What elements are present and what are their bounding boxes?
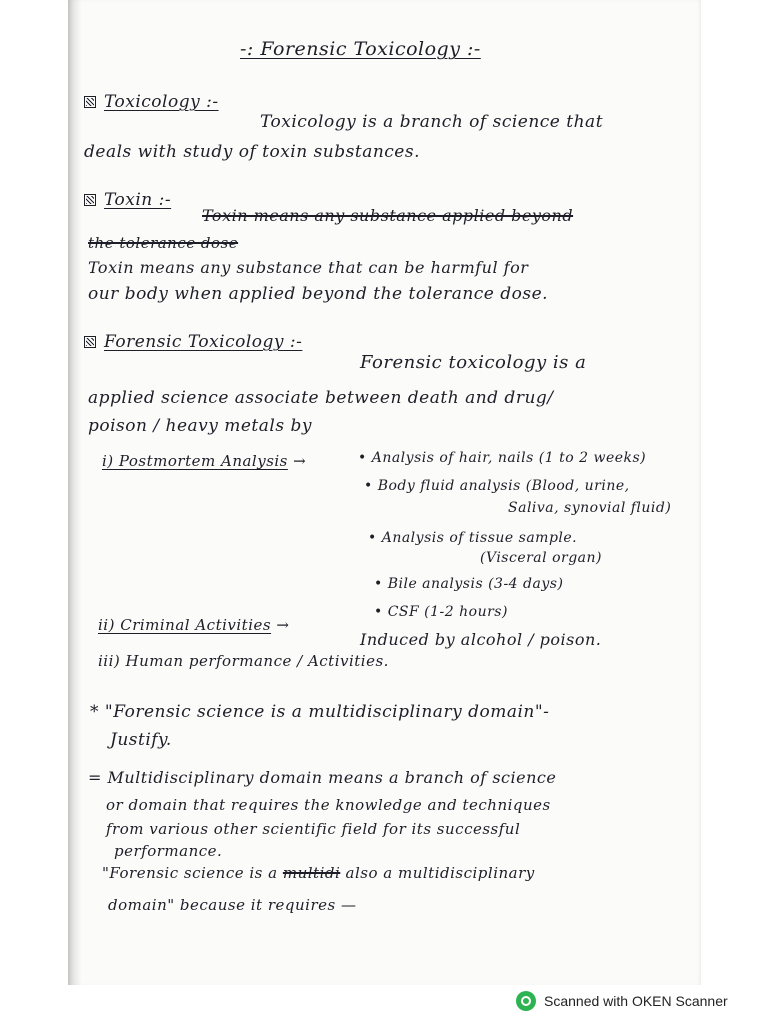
toxin-heading: Toxin :-: [104, 190, 172, 210]
postmortem-bullet-2-cont: Saliva, synovial fluid): [508, 500, 672, 516]
answer-line-5-end: also a multidisciplinary: [345, 864, 535, 882]
answer-line-4: performance.: [114, 842, 223, 860]
toxicology-heading: Toxicology :-: [104, 92, 219, 112]
criminal-label: ii) Criminal Activities: [98, 616, 272, 634]
forensic-toxicology-heading: Forensic Toxicology :-: [104, 332, 303, 352]
checkbox-bullet-icon: [84, 194, 96, 206]
postmortem-item: [102, 452, 306, 470]
postmortem-bullet-4: • Bile analysis (3-4 days): [374, 576, 564, 592]
answer-line-5-start: "Forensic science is a: [102, 864, 278, 882]
answer-line-3: from various other scientific field for its successful: [106, 820, 521, 838]
scanner-watermark: [516, 990, 728, 1012]
answer-line-6: domain" because it requires —: [108, 896, 357, 914]
toxin-line-1: Toxin means any substance that can be harmful for: [88, 258, 529, 277]
forensic-toxicology-heading-row: [84, 332, 302, 352]
arrow-right-icon: →: [276, 616, 290, 634]
toxin-heading-row: [84, 190, 171, 210]
human-performance-item: iii) Human performance / Activities.: [98, 652, 389, 670]
toxicology-line-1: Toxicology is a branch of science that: [260, 112, 604, 132]
postmortem-bullet-5: • CSF (1-2 hours): [374, 604, 508, 620]
postmortem-bullet-1: • Analysis of hair, nails (1 to 2 weeks): [358, 450, 647, 466]
scanner-watermark-text: Scanned with OKEN Scanner: [544, 993, 728, 1009]
toxin-struck-line-2: the tolerance dose: [88, 234, 239, 252]
arrow-right-icon: →: [293, 452, 307, 470]
forensic-toxicology-line-2: applied science associate between death and drug/: [88, 388, 554, 408]
answer-line-5-struck: multidi: [282, 864, 341, 882]
criminal-item: [98, 616, 289, 634]
answer-line-1: = Multidisciplinary domain means a branch of science: [88, 768, 557, 787]
forensic-toxicology-line-1: Forensic toxicology is a: [360, 352, 587, 373]
toxin-struck-line-1: Toxin means any substance applied beyond: [202, 206, 574, 225]
forensic-toxicology-line-3: poison / heavy metals by: [88, 416, 312, 436]
criminal-text: Induced by alcohol / poison.: [360, 630, 602, 649]
question-line-1: * "Forensic science is a multidisciplinary domain"-: [90, 702, 550, 722]
checkbox-bullet-icon: [84, 96, 96, 108]
postmortem-bullet-3: • Analysis of tissue sample.: [368, 530, 578, 546]
postmortem-label: i) Postmortem Analysis: [102, 452, 288, 470]
notebook-page: [68, 0, 701, 985]
question-line-2: Justify.: [110, 730, 172, 750]
answer-line-5: [102, 864, 535, 882]
postmortem-bullet-3-cont: (Visceral organ): [480, 550, 602, 566]
oken-scanner-logo-icon: [516, 991, 536, 1011]
postmortem-bullet-2: • Body fluid analysis (Blood, urine,: [364, 478, 630, 494]
toxin-line-2: our body when applied beyond the tolerance dose.: [88, 284, 549, 304]
checkbox-bullet-icon: [84, 336, 96, 348]
toxicology-line-2: deals with study of toxin substances.: [84, 142, 420, 162]
toxicology-heading-row: [84, 92, 219, 112]
answer-line-2: or domain that requires the knowledge and techniques: [106, 796, 551, 814]
page-title: -: Forensic Toxicology :-: [240, 38, 481, 60]
